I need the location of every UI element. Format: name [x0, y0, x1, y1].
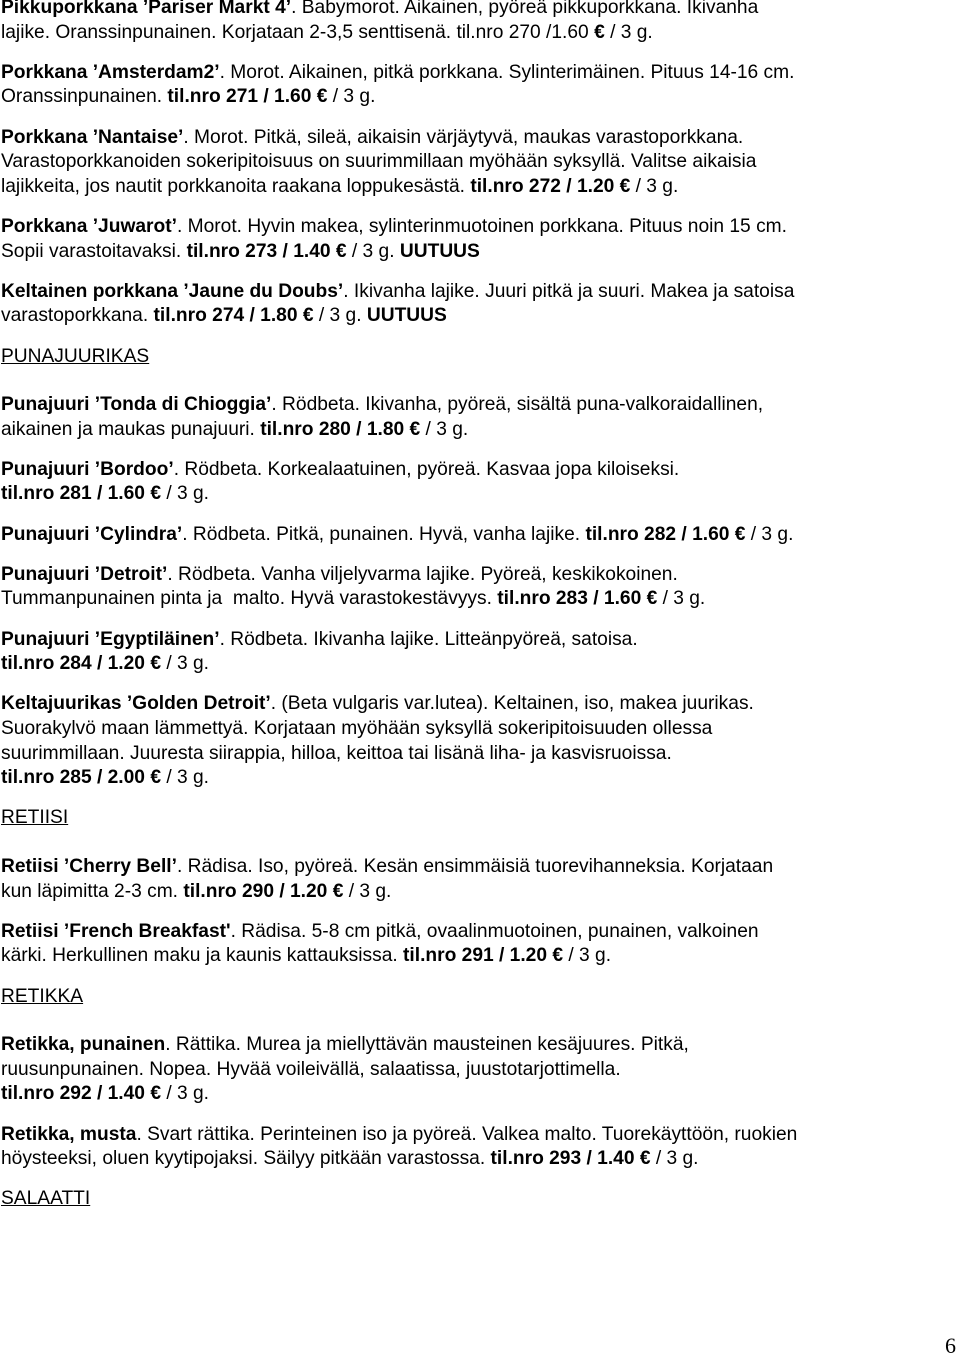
- entry-text: . Morot. Pitkä, sileä, aikaisin värjäytyvä, maukas varastoporkkana.: [183, 126, 744, 148]
- entry-text: . Rädisa. 5-8 cm pitkä, ovaalinmuotoinen, punainen, valkoinen: [230, 920, 759, 942]
- entry-line: [1, 1123, 945, 1148]
- euro-sign: €: [619, 175, 631, 197]
- entry-line: [1, 563, 945, 588]
- entry-text: . Rödbeta. Korkealaatuinen, pyöreä. Kasvaa jopa kiloiseksi.: [173, 458, 680, 480]
- bold-text: Retiisi ’Cherry Bell’: [1, 855, 177, 877]
- bold-text: til.nro 280 / 1.80: [260, 418, 405, 440]
- catalog-section: [1, 1187, 945, 1212]
- entry-line: [1, 393, 945, 418]
- entry-line: [1, 418, 945, 443]
- catalog-section: [1, 345, 945, 791]
- bold-text: Punajuuri ’Detroit’: [1, 563, 168, 585]
- entry-text: Oranssinpunainen.: [1, 86, 168, 108]
- bold-text: Retikka, punainen: [1, 1034, 166, 1056]
- bold-text: til.nro 283 / 1.60: [497, 588, 642, 610]
- entry-text: lajikkeita, jos nautit porkkanoita raakana loppukesästä.: [1, 175, 471, 197]
- entry-text: suurimmillaan. Juuresta siirappia, hilloa, keittoa tai lisänä liha- ja kasvisruoissa.: [1, 742, 672, 764]
- entry-text: . Ikivanha lajike. Juuri pitkä ja suuri. Makea ja satoisa: [343, 280, 795, 302]
- entry-line: [1, 742, 945, 767]
- bold-text: Retikka, musta: [1, 1123, 137, 1145]
- seed-entry: [1, 855, 945, 904]
- bold-text: Porkkana ’Nantaise’: [1, 126, 184, 148]
- entry-text: / 3 g.: [563, 945, 612, 967]
- entry-text: / 3 g.: [745, 523, 794, 545]
- bold-text: til.nro 282 / 1.60: [585, 523, 730, 545]
- entry-line: [1, 523, 945, 548]
- entry-text: . Morot. Hyvin makea, sylinterinmuotoinen porkkana. Pituus noin 15 cm.: [176, 215, 787, 237]
- euro-sign: €: [150, 1083, 161, 1105]
- section-heading: RETIISI: [1, 807, 69, 829]
- euro-sign: €: [302, 305, 314, 327]
- entry-line: [1, 126, 945, 151]
- entry-line: [1, 150, 945, 175]
- entry-text: Varastoporkkanoiden sokeripitoisuus on suurimmillaan myöhään syksyllä. Valitse aikaisia: [1, 151, 757, 173]
- entry-line: [1, 1058, 945, 1083]
- euro-sign: €: [409, 418, 421, 440]
- seed-entry: [1, 458, 945, 507]
- bold-text: til.nro 272 / 1.20: [470, 175, 615, 197]
- bold-text: UUTUUS: [366, 305, 447, 327]
- entry-line: [1, 85, 945, 110]
- entry-text: / 3 g.: [161, 1083, 209, 1105]
- euro-sign: €: [734, 523, 746, 545]
- section-heading: SALAATTI: [1, 1188, 91, 1210]
- entry-text: / 3 g.: [327, 86, 376, 108]
- entry-text: / 3 g.: [313, 305, 367, 327]
- bold-text: Punajuuri ’Tonda di Chioggia’: [1, 394, 272, 416]
- bold-text: Porkkana ’Amsterdam2’: [1, 61, 220, 83]
- entry-line: [1, 0, 945, 21]
- section-heading: RETIKKA: [1, 985, 84, 1007]
- entry-text: Sopii varastoitavaksi.: [1, 240, 187, 262]
- seed-entry: [1, 692, 945, 790]
- entry-text: . Babymorot. Aikainen, pyöreä pikkuporkkana. Ikivanha: [291, 0, 759, 18]
- seed-entry: [1, 0, 945, 45]
- bold-text: til.nro 273 / 1.40: [186, 240, 331, 262]
- entry-line: [1, 652, 945, 677]
- entry-text: / 3 g.: [346, 240, 400, 262]
- bold-text: til.nro 271 / 1.60: [167, 86, 312, 108]
- bold-text: Punajuuri ’Cylindra’: [1, 523, 183, 545]
- bold-text: Pikkuporkkana ’Pariser Markt 4’: [1, 0, 292, 18]
- bold-text: Keltajuurikas ’Golden Detroit’: [1, 693, 271, 715]
- catalog-section: [1, 985, 945, 1172]
- euro-sign: €: [594, 21, 605, 43]
- seed-entry: [1, 563, 945, 612]
- entry-text: / 3 g.: [343, 880, 392, 902]
- euro-sign: €: [552, 945, 564, 967]
- entry-text: ruusunpunainen. Nopea. Hyvää voileivällä, salaatissa, juustotarjottimella.: [1, 1058, 621, 1080]
- entry-text: Suorakylvö maan lämmettyä. Korjataan myöhään syksyllä sokeripitoisuuden ollessa: [1, 718, 713, 739]
- seed-entry: [1, 280, 945, 329]
- entry-line: [1, 61, 945, 86]
- euro-sign: €: [646, 588, 658, 610]
- bold-text: til.nro 290 / 1.20: [183, 880, 328, 902]
- seed-entry: [1, 393, 945, 442]
- bold-text: til.nro 293 / 1.40: [490, 1148, 635, 1170]
- bold-text: Keltainen porkkana ’Jaune du Doubs’: [1, 280, 344, 302]
- bold-text: til.nro 284 / 1.20: [1, 653, 145, 675]
- entry-text: aikainen ja maukas punajuuri.: [1, 418, 261, 440]
- bold-text: til.nro 274 / 1.80: [153, 305, 298, 327]
- entry-line: [1, 240, 945, 265]
- entry-line: [1, 1147, 945, 1172]
- bold-text: Punajuuri ’Egyptiläinen’: [1, 628, 220, 650]
- entry-text: . Morot. Aikainen, pitkä porkkana. Sylinterimäinen. Pituus 14-16 cm.: [219, 61, 795, 83]
- bold-text: Porkkana ’Juwarot’: [1, 215, 177, 237]
- entry-text: . Rödbeta. Ikivanha lajike. Litteänpyöreä, satoisa.: [219, 628, 638, 650]
- entry-text: / 3 g.: [161, 483, 209, 505]
- entry-line: [1, 175, 945, 200]
- seed-entry: [1, 920, 945, 969]
- entry-text: / 3 g.: [650, 1148, 699, 1170]
- entry-text: . Rödbeta. Pitkä, punainen. Hyvä, vanha lajike.: [182, 523, 586, 545]
- euro-sign: €: [150, 653, 161, 675]
- seed-entry: [1, 61, 945, 110]
- entry-text: . Svart rättika. Perinteinen iso ja pyöreä. Valkea malto. Tuorekäyttöön, ruokien: [136, 1123, 798, 1145]
- entry-text: / 3 g.: [604, 21, 653, 43]
- entry-line: [1, 766, 945, 791]
- entry-text: / 3 g.: [161, 653, 209, 675]
- euro-sign: €: [335, 240, 347, 262]
- bold-text: til.nro 281 / 1.60: [1, 483, 145, 505]
- entry-line: [1, 855, 945, 880]
- entry-text: Tummanpunainen pinta ja malto. Hyvä varastokestävyys.: [1, 588, 498, 610]
- entry-text: . Rödbeta. Ikivanha, pyöreä, sisältä puna-valkoraidallinen,: [271, 394, 764, 416]
- entry-text: / 3 g.: [630, 175, 679, 197]
- entry-line: [1, 458, 945, 483]
- entry-line: [1, 1082, 945, 1107]
- seed-entry: [1, 215, 945, 264]
- entry-line: [1, 482, 945, 507]
- bold-text: til.nro 291 / 1.20: [403, 945, 548, 967]
- section-heading: PUNAJUURIKAS: [1, 345, 150, 367]
- page-number: 6: [945, 1333, 956, 1358]
- entry-text: varastoporkkana.: [1, 305, 154, 327]
- entry-line: [1, 880, 945, 905]
- entry-line: [1, 717, 945, 742]
- entry-line: [1, 215, 945, 240]
- entry-text: / 3 g.: [161, 767, 209, 789]
- entry-text: kun läpimitta 2-3 cm.: [1, 880, 184, 902]
- entry-line: [1, 944, 945, 969]
- seed-entry: [1, 628, 945, 677]
- seed-entry: [1, 523, 945, 548]
- entry-text: . (Beta vulgaris var.lutea). Keltainen, iso, makea juurikas.: [270, 693, 754, 715]
- bold-text: Punajuuri ’Bordoo’: [1, 458, 174, 480]
- bold-text: UUTUUS: [399, 240, 480, 262]
- catalog-section: [1, 0, 945, 329]
- entry-line: [1, 1033, 945, 1058]
- bold-text: Retiisi ’French Breakfast': [1, 920, 231, 942]
- entry-line: [1, 280, 945, 305]
- entry-line: [1, 628, 945, 653]
- entry-text: . Rödbeta. Vanha viljelyvarma lajike. Pyöreä, keskikokoinen.: [167, 563, 678, 585]
- euro-sign: €: [332, 880, 344, 902]
- entry-line: [1, 587, 945, 612]
- euro-sign: €: [150, 483, 161, 505]
- entry-line: [1, 21, 945, 46]
- euro-sign: €: [639, 1148, 651, 1170]
- euro-sign: €: [316, 86, 328, 108]
- seed-entry: [1, 126, 945, 200]
- entry-line: [1, 304, 945, 329]
- entry-text: lajike. Oranssinpunainen. Korjataan 2-3,5 senttisenä. til.nro 270 /1.60: [1, 21, 595, 43]
- bold-text: til.nro 285 / 2.00: [1, 767, 145, 789]
- entry-text: kärki. Herkullinen maku ja kaunis kattauksissa.: [1, 945, 404, 967]
- seed-entry: [1, 1033, 945, 1107]
- entry-line: [1, 692, 945, 717]
- entry-text: / 3 g.: [657, 588, 706, 610]
- catalog-section: [1, 806, 945, 969]
- seed-entry: [1, 1123, 945, 1172]
- entry-text: höysteeksi, oluen kyytipojaksi. Säilyy pitkään varastossa.: [1, 1148, 491, 1170]
- bold-text: til.nro 292 / 1.40: [1, 1083, 145, 1105]
- entry-text: . Rättika. Murea ja miellyttävän mausteinen kesäjuures. Pitkä,: [165, 1034, 689, 1056]
- entry-text: / 3 g.: [420, 418, 469, 440]
- entry-text: . Rädisa. Iso, pyöreä. Kesän ensimmäisiä tuorevihanneksia. Korjataan: [176, 855, 774, 877]
- euro-sign: €: [150, 767, 161, 789]
- catalog-page: [1, 0, 945, 1236]
- entry-line: [1, 920, 945, 945]
